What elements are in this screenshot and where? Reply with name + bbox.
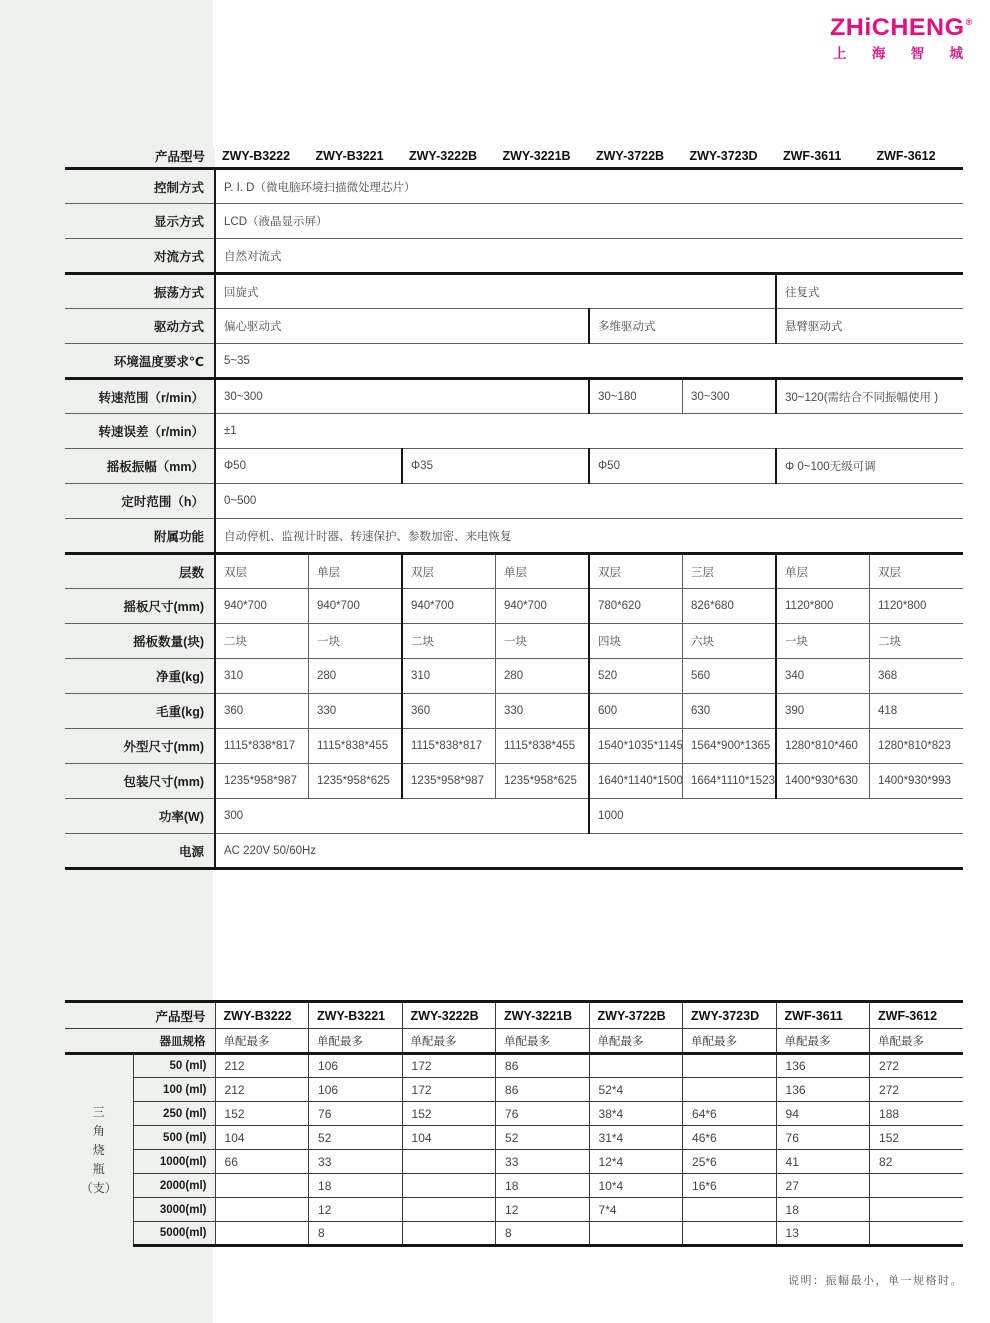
spec-row (65, 344, 963, 379)
model-header: ZWY-B3222 (215, 1002, 309, 1029)
spec-cell: 330 (496, 694, 590, 729)
spec-row-label: 驱动方式 (65, 309, 215, 344)
spec-cell: 一块 (496, 624, 590, 659)
brand-wordmark (830, 9, 973, 41)
spec-cell: 1120*800 (870, 589, 964, 624)
spec-row-label: 定时范围（h） (65, 484, 215, 519)
flask-cell (870, 1198, 964, 1222)
brand-name: ZHiCHENG (830, 13, 965, 41)
spec-row (65, 239, 963, 274)
flask-cell: 12 (309, 1198, 403, 1222)
spec-cell: 940*700 (309, 589, 403, 624)
spec-cell: 940*700 (215, 589, 309, 624)
flask-spec-value: 单配最多 (870, 1029, 964, 1054)
flask-size-label: 1000(ml) (133, 1150, 215, 1174)
spec-row (65, 764, 963, 799)
spec-cell: 回旋式 (215, 274, 776, 309)
spec-row (65, 309, 963, 344)
flask-group-label (65, 1054, 133, 1246)
flask-size-label: 500 (ml) (133, 1126, 215, 1150)
flask-cell (683, 1198, 777, 1222)
brand-subtitle-cn (830, 42, 966, 62)
spec-cell: 1280*810*460 (776, 729, 870, 764)
spec-cell: Φ 0~100无级可调 (776, 449, 963, 484)
flask-cell (870, 1174, 964, 1198)
spec-row (65, 729, 963, 764)
spec-cell: 悬臂驱动式 (776, 309, 963, 344)
model-header: ZWY-B3221 (309, 147, 403, 169)
spec-cell: 826*680 (683, 589, 777, 624)
flask-header-label: 产品型号 (65, 1002, 215, 1029)
flask-cell: 188 (870, 1102, 964, 1126)
spec-cell: Φ35 (402, 449, 589, 484)
spec-cell: 940*700 (402, 589, 496, 624)
spec-cell: 280 (309, 659, 403, 694)
flask-header-row (65, 1002, 963, 1029)
flask-cell (589, 1222, 683, 1246)
spec-cell: 780*620 (589, 589, 683, 624)
spec-row-label: 功率(W) (65, 799, 215, 834)
model-header: ZWY-3722B (589, 147, 683, 169)
flask-cell: 13 (776, 1222, 870, 1246)
flask-row (65, 1174, 963, 1198)
flask-cell: 33 (496, 1150, 590, 1174)
spec-row-label: 外型尺寸(mm) (65, 729, 215, 764)
spec-cell: 一块 (776, 624, 870, 659)
spec-row (65, 484, 963, 519)
spec-cell: 1115*838*817 (402, 729, 496, 764)
spec-cell: 一块 (309, 624, 403, 659)
flask-cell: 94 (776, 1102, 870, 1126)
spec-row-label: 转速范围（r/min） (65, 379, 215, 414)
spec-header-row (65, 147, 963, 169)
flask-cell: 104 (215, 1126, 309, 1150)
spec-cell: 1120*800 (776, 589, 870, 624)
spec-cell: 368 (870, 659, 964, 694)
spec-row-label: 振荡方式 (65, 274, 215, 309)
spec-row (65, 799, 963, 834)
spec-row (65, 589, 963, 624)
flask-cell (870, 1222, 964, 1246)
flask-cell (215, 1222, 309, 1246)
spec-cell: 1235*958*625 (496, 764, 590, 799)
flask-cell: 172 (402, 1078, 496, 1102)
spec-cell: 二块 (870, 624, 964, 659)
flask-spec-value: 单配最多 (683, 1029, 777, 1054)
spec-cell: Φ50 (215, 449, 402, 484)
flask-cell: 106 (309, 1054, 403, 1078)
flask-cell: 8 (496, 1222, 590, 1246)
spec-row-label: 摇板尺寸(mm) (65, 589, 215, 624)
flask-row (65, 1150, 963, 1174)
model-header: ZWY-3222B (402, 147, 496, 169)
flask-size-label: 250 (ml) (133, 1102, 215, 1126)
flask-cell (683, 1222, 777, 1246)
spec-cell: 双层 (402, 554, 496, 589)
spec-cell: 自动停机、监视计时器、转速保护、参数加密、来电恢复 (215, 519, 963, 554)
flask-cell: 8 (309, 1222, 403, 1246)
spec-cell: 双层 (589, 554, 683, 589)
spec-cell: 单层 (309, 554, 403, 589)
flask-cell: 82 (870, 1150, 964, 1174)
flask-row (65, 1054, 963, 1078)
spec-cell: LCD（液晶显示屏） (215, 204, 963, 239)
flask-cell (402, 1222, 496, 1246)
flask-cell: 272 (870, 1078, 964, 1102)
flask-cell: 136 (776, 1078, 870, 1102)
flask-cell: 52*4 (589, 1078, 683, 1102)
spec-cell: 310 (402, 659, 496, 694)
spec-cell: 1564*900*1365 (683, 729, 777, 764)
spec-cell: 多维驱动式 (589, 309, 776, 344)
spec-cell: 1115*838*455 (496, 729, 590, 764)
spec-cell: 1115*838*817 (215, 729, 309, 764)
spec-cell: 单层 (776, 554, 870, 589)
flask-group-label-char: 角 (92, 1123, 105, 1138)
flask-cell: 76 (776, 1126, 870, 1150)
flask-group-label-char: 瓶 (92, 1161, 105, 1176)
spec-cell: 1664*1110*1523 (683, 764, 777, 799)
model-header: ZWF-3611 (776, 1002, 870, 1029)
spec-row (65, 169, 963, 204)
flask-cell (683, 1054, 777, 1078)
flask-size-label: 3000(ml) (133, 1198, 215, 1222)
flask-cell (402, 1198, 496, 1222)
spec-row (65, 519, 963, 554)
spec-row-label: 摇板数量(块) (65, 624, 215, 659)
flask-cell: 27 (776, 1174, 870, 1198)
spec-cell: 二块 (402, 624, 496, 659)
brand-subtitle-char: 城 (949, 46, 963, 61)
flask-cell: 41 (776, 1150, 870, 1174)
spec-cell: ±1 (215, 414, 963, 449)
spec-cell: 560 (683, 659, 777, 694)
flask-spec-value: 单配最多 (309, 1029, 403, 1054)
brand-subtitle-char: 智 (910, 46, 925, 61)
flask-cell: 152 (402, 1102, 496, 1126)
flask-spec-value: 单配最多 (402, 1029, 496, 1054)
spec-cell: AC 220V 50/60Hz (215, 834, 963, 869)
model-header: ZWY-B3221 (309, 1002, 403, 1029)
spec-cell: 双层 (215, 554, 309, 589)
model-header: ZWY-3222B (402, 1002, 496, 1029)
spec-cell: 310 (215, 659, 309, 694)
flask-cell: 212 (215, 1054, 309, 1078)
flask-cell: 76 (496, 1102, 590, 1126)
spec-cell: 六块 (683, 624, 777, 659)
model-header: ZWF-3611 (776, 147, 870, 169)
spec-cell: 30~300 (683, 379, 777, 414)
spec-cell: 5~35 (215, 344, 963, 379)
flask-cell: 212 (215, 1078, 309, 1102)
flask-cell: 152 (215, 1102, 309, 1126)
flask-cell: 46*6 (683, 1126, 777, 1150)
flask-row (65, 1078, 963, 1102)
flask-spec-value: 单配最多 (496, 1029, 590, 1054)
flask-capacity-table (65, 1000, 963, 1247)
spec-cell: 0~500 (215, 484, 963, 519)
model-header: ZWF-3612 (870, 1002, 964, 1029)
flask-cell: 52 (309, 1126, 403, 1150)
flask-cell: 7*4 (589, 1198, 683, 1222)
spec-cell: 偏心驱动式 (215, 309, 589, 344)
spec-cell: 自然对流式 (215, 239, 963, 274)
model-header: ZWY-3221B (496, 147, 590, 169)
model-header: ZWF-3612 (870, 147, 964, 169)
spec-header-label: 产品型号 (65, 147, 215, 169)
spec-cell: 1000 (589, 799, 963, 834)
flask-cell: 272 (870, 1054, 964, 1078)
flask-spec-value: 单配最多 (776, 1029, 870, 1054)
spec-row (65, 274, 963, 309)
spec-cell: 418 (870, 694, 964, 729)
flask-size-label: 100 (ml) (133, 1078, 215, 1102)
spec-cell: 二块 (215, 624, 309, 659)
flask-cell: 12 (496, 1198, 590, 1222)
flask-group-label-char: （支） (80, 1180, 117, 1195)
spec-row (65, 624, 963, 659)
spec-row-label: 附属功能 (65, 519, 215, 554)
spec-cell: 300 (215, 799, 589, 834)
spec-row (65, 834, 963, 869)
flask-cell: 136 (776, 1054, 870, 1078)
spec-cell: 340 (776, 659, 870, 694)
flask-group-label-char: 三 (92, 1104, 105, 1119)
flask-row (65, 1222, 963, 1246)
spec-cell: 双层 (870, 554, 964, 589)
spec-row-label: 包装尺寸(mm) (65, 764, 215, 799)
brand-logo (830, 9, 973, 62)
flask-cell (215, 1174, 309, 1198)
flask-cell: 18 (776, 1198, 870, 1222)
flask-cell (589, 1054, 683, 1078)
spec-cell: 600 (589, 694, 683, 729)
brand-subtitle-char: 上 (833, 46, 847, 61)
flask-group-label-char: 烧 (92, 1142, 105, 1157)
spec-cell: 360 (402, 694, 496, 729)
flask-cell (402, 1150, 496, 1174)
spec-cell: 1115*838*455 (309, 729, 403, 764)
flask-cell: 86 (496, 1078, 590, 1102)
flask-cell: 52 (496, 1126, 590, 1150)
flask-cell: 31*4 (589, 1126, 683, 1150)
spec-cell: 单层 (496, 554, 590, 589)
flask-cell (402, 1174, 496, 1198)
spec-cell: 1540*1035*1145 (589, 729, 683, 764)
flask-cell: 172 (402, 1054, 496, 1078)
flask-size-label: 5000(ml) (133, 1222, 215, 1246)
spec-row-label: 净重(kg) (65, 659, 215, 694)
spec-cell: 280 (496, 659, 590, 694)
flask-cell: 106 (309, 1078, 403, 1102)
flask-spec-value: 单配最多 (215, 1029, 309, 1054)
spec-cell: 940*700 (496, 589, 590, 624)
spec-row-label: 电源 (65, 834, 215, 869)
spec-row (65, 554, 963, 589)
flask-cell: 12*4 (589, 1150, 683, 1174)
spec-row-label: 摇板振幅（mm） (65, 449, 215, 484)
flask-row (65, 1126, 963, 1150)
spec-cell: P. I. D（微电脑环境扫描微处理芯片） (215, 169, 963, 204)
model-header: ZWY-3722B (589, 1002, 683, 1029)
registered-mark: ® (965, 17, 973, 27)
spec-cell: 520 (589, 659, 683, 694)
spec-cell: 1235*958*987 (215, 764, 309, 799)
spec-cell: Φ50 (589, 449, 776, 484)
spec-cell: 1280*810*823 (870, 729, 964, 764)
model-header: ZWY-3723D (683, 1002, 777, 1029)
spec-cell: 1235*958*987 (402, 764, 496, 799)
flask-spec-label: 器皿规格 (65, 1029, 215, 1054)
flask-cell: 76 (309, 1102, 403, 1126)
model-header: ZWY-3723D (683, 147, 777, 169)
flask-cell: 38*4 (589, 1102, 683, 1126)
flask-spec-row (65, 1029, 963, 1054)
spec-cell: 1400*930*993 (870, 764, 964, 799)
spec-row-label: 控制方式 (65, 169, 215, 204)
flask-cell: 64*6 (683, 1102, 777, 1126)
flask-cell: 18 (496, 1174, 590, 1198)
spec-row-label: 环境温度要求℃ (65, 344, 215, 379)
spec-row (65, 659, 963, 694)
flask-row (65, 1198, 963, 1222)
spec-cell: 1640*1140*1500 (589, 764, 683, 799)
flask-cell: 104 (402, 1126, 496, 1150)
flask-cell: 16*6 (683, 1174, 777, 1198)
flask-size-label: 50 (ml) (133, 1054, 215, 1078)
spec-cell: 630 (683, 694, 777, 729)
spec-cell: 三层 (683, 554, 777, 589)
spec-row-label: 显示方式 (65, 204, 215, 239)
spec-cell: 30~180 (589, 379, 683, 414)
spec-cell: 往复式 (776, 274, 963, 309)
spec-cell: 30~120(需结合不同振幅使用 ) (776, 379, 963, 414)
flask-cell: 33 (309, 1150, 403, 1174)
spec-row-label: 毛重(kg) (65, 694, 215, 729)
spec-cell: 四块 (589, 624, 683, 659)
footnote: 说明：振幅最小，单一规格时。 (788, 1275, 963, 1287)
spec-cell: 1400*930*630 (776, 764, 870, 799)
spec-row (65, 449, 963, 484)
flask-cell: 66 (215, 1150, 309, 1174)
spec-row-label: 转速误差（r/min） (65, 414, 215, 449)
flask-cell: 10*4 (589, 1174, 683, 1198)
flask-cell: 86 (496, 1054, 590, 1078)
flask-cell: 152 (870, 1126, 964, 1150)
spec-cell: 1235*958*625 (309, 764, 403, 799)
flask-cell (683, 1078, 777, 1102)
flask-cell: 25*6 (683, 1150, 777, 1174)
spec-row (65, 379, 963, 414)
flask-cell: 18 (309, 1174, 403, 1198)
spec-row (65, 204, 963, 239)
model-header: ZWY-B3222 (215, 147, 309, 169)
spec-cell: 390 (776, 694, 870, 729)
spec-row (65, 414, 963, 449)
flask-cell (215, 1198, 309, 1222)
spec-table (65, 147, 963, 870)
spec-cell: 360 (215, 694, 309, 729)
spec-row-label: 层数 (65, 554, 215, 589)
model-header: ZWY-3221B (496, 1002, 590, 1029)
flask-row (65, 1102, 963, 1126)
spec-cell: 30~300 (215, 379, 589, 414)
flask-size-label: 2000(ml) (133, 1174, 215, 1198)
spec-row (65, 694, 963, 729)
flask-spec-value: 单配最多 (589, 1029, 683, 1054)
brand-subtitle-char: 海 (871, 46, 886, 61)
spec-cell: 330 (309, 694, 403, 729)
spec-row-label: 对流方式 (65, 239, 215, 274)
